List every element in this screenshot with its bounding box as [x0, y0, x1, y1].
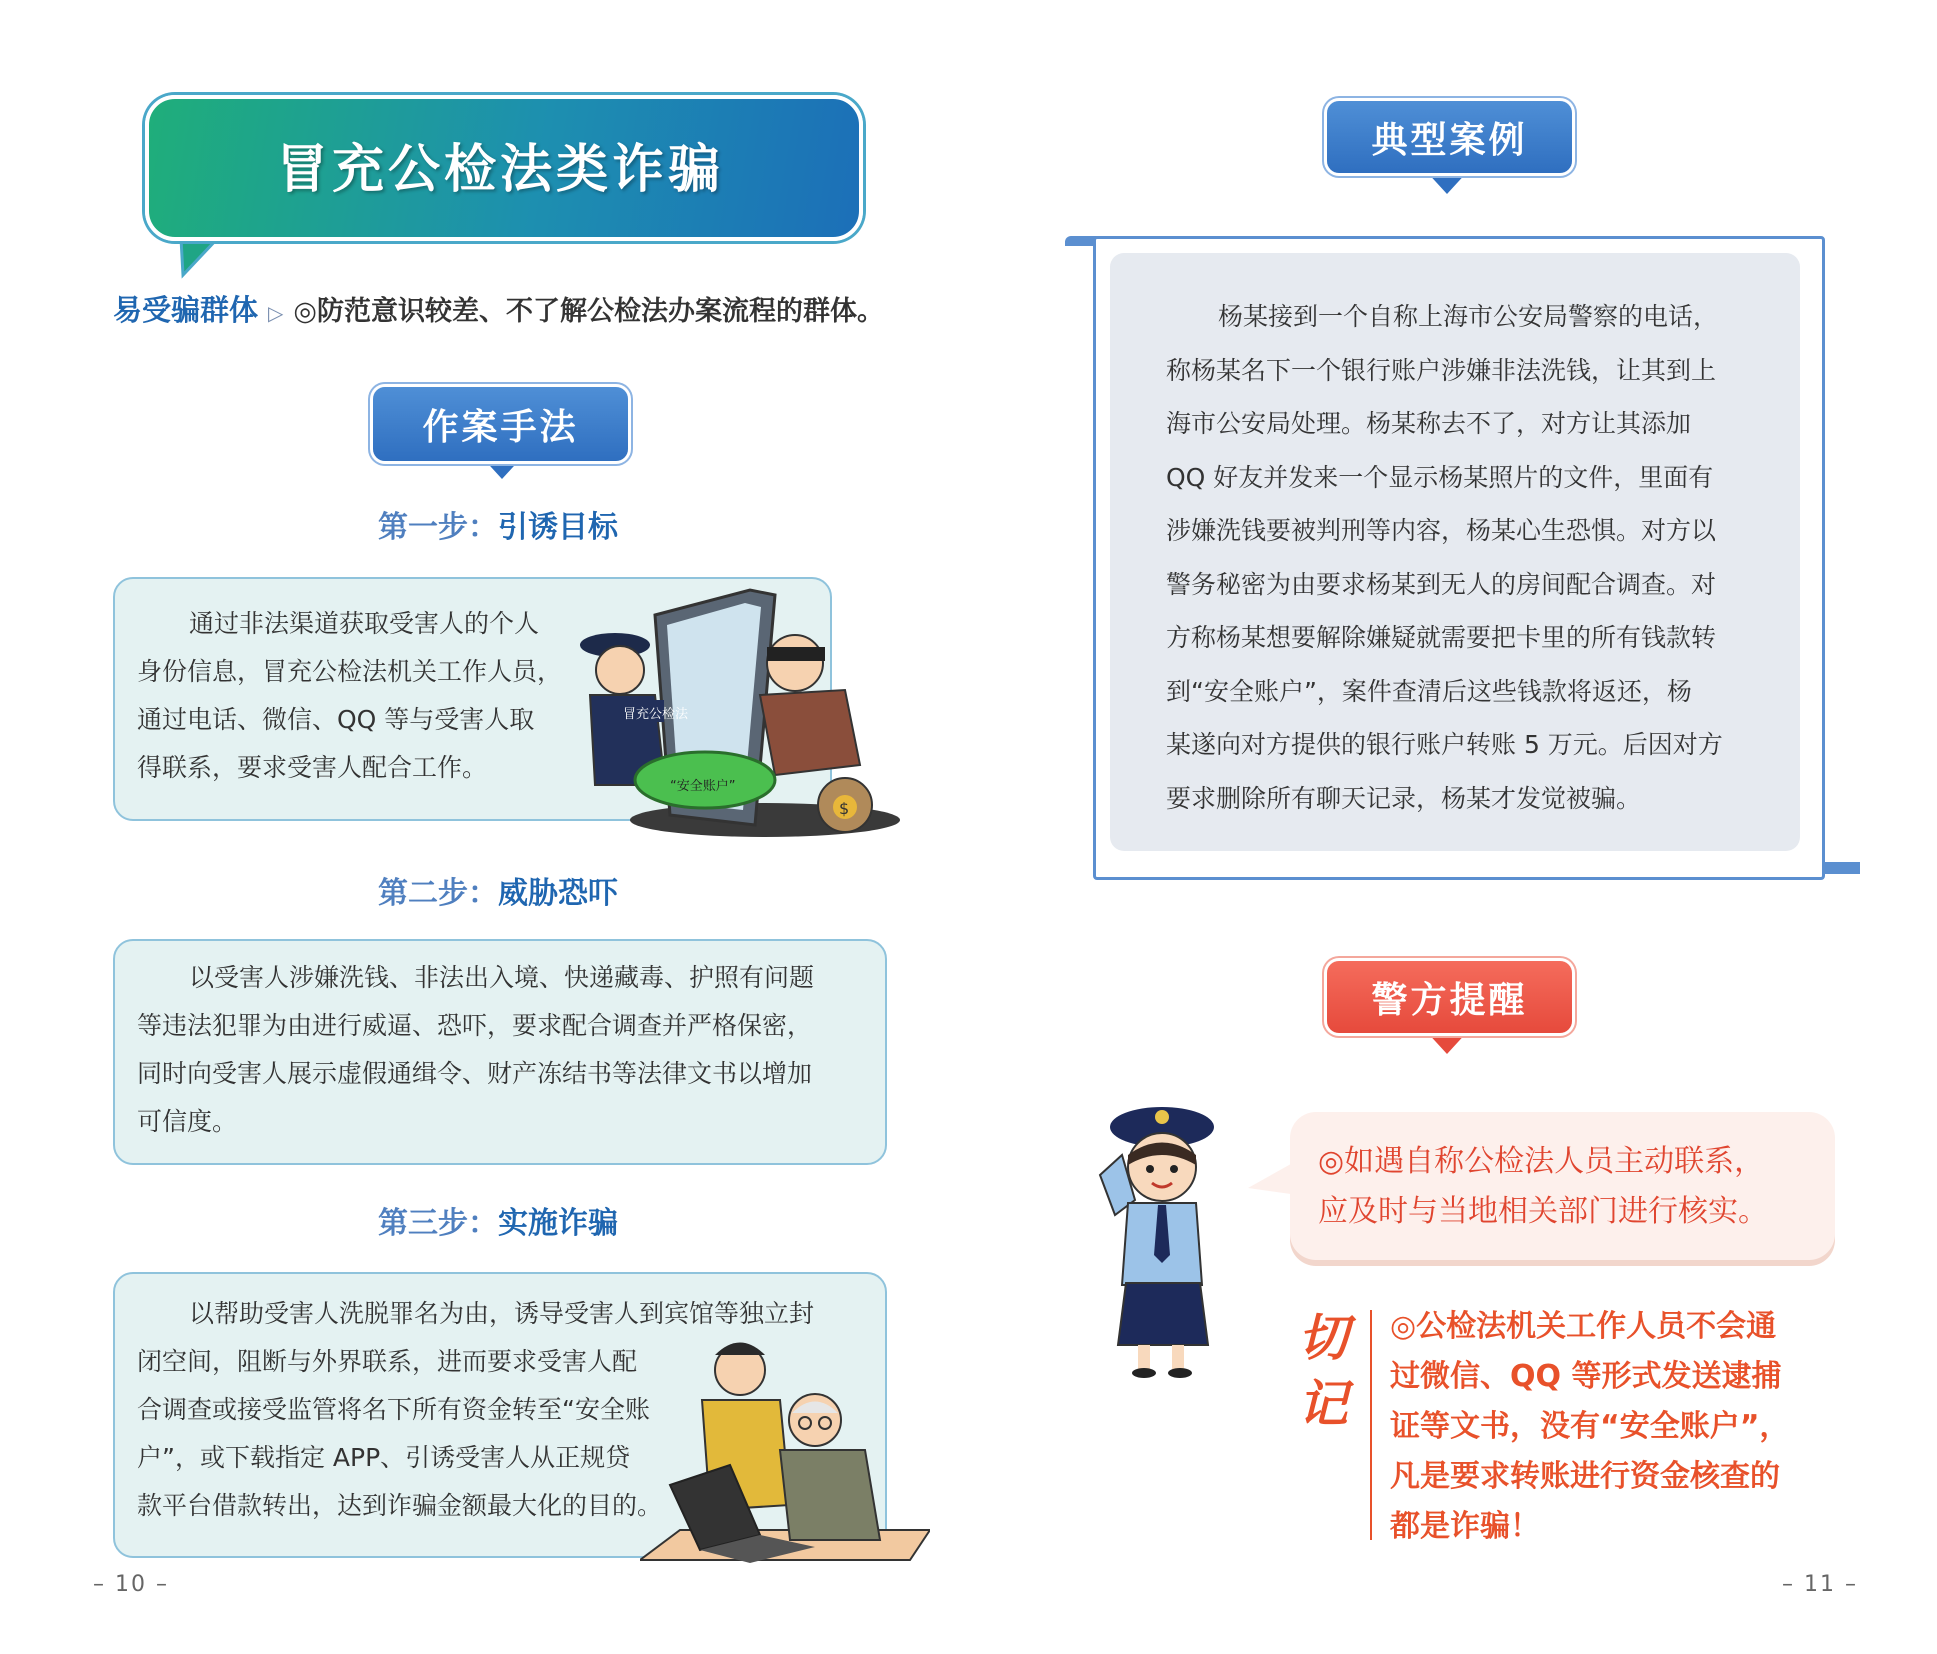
step1-line: 通过电话、微信、QQ 等与受害人取: [137, 705, 535, 734]
qieji-line: 凡是要求转账进行资金核查的: [1390, 1459, 1780, 1494]
case-line: 海市公安局处理。杨某称去不了，对方让其添加: [1166, 409, 1692, 438]
illustration-badge-text: 冒充公检法: [623, 707, 689, 722]
case-tag-pointer: [1425, 170, 1469, 196]
case-line: 杨某接到一个自称上海市公安局警察的电话，: [1218, 302, 1719, 331]
step2-line: 同时向受害人展示虚假通缉令、财产冻结书等法律文书以增加: [137, 1059, 813, 1088]
qieji-line: 都是诈骗！: [1390, 1509, 1540, 1544]
reminder-tag: 警方提醒: [1327, 961, 1572, 1033]
qieji-line: 证等文书，没有“安全账户”，: [1390, 1409, 1790, 1444]
policewoman-illustration: [1090, 1095, 1230, 1380]
step3-name: 实施诈骗: [498, 1206, 618, 1241]
case-frame-accent-bottom: [1820, 862, 1860, 874]
reminder-line: ◎如遇自称公检法人员主动联系，: [1318, 1144, 1765, 1179]
vulnerable-label: 易受骗群体: [113, 293, 259, 327]
case-line: 警务秘密为由要求杨某到无人的房间配合调查。对: [1166, 569, 1717, 599]
triangle-arrow-icon: ▷: [268, 301, 284, 325]
qieji-line: ◎公检法机关工作人员不会通: [1390, 1309, 1777, 1344]
methods-tag: 作案手法: [373, 387, 628, 461]
step2-line: 以受害人涉嫌洗钱、非法出入境、快递藏毒、护照有问题: [189, 963, 815, 992]
step1-line: 身份信息，冒充公检法机关工作人员，: [137, 657, 563, 686]
reminder-tag-pointer: [1425, 1030, 1469, 1056]
case-line: 要求删除所有聊天记录，杨某才发觉被骗。: [1166, 783, 1642, 813]
laptop-fraud-illustration: [640, 1325, 930, 1580]
vulnerable-group: [113, 288, 884, 329]
case-line: QQ 好友并发来一个显示杨某照片的文件，里面有: [1166, 462, 1714, 492]
step2-line: 等违法犯罪为由进行威逼、恐吓，要求配合调查并严格保密，: [137, 1011, 813, 1040]
step1-line: 得联系，要求受害人配合工作。: [137, 753, 488, 782]
case-text: [1166, 290, 1766, 825]
page-title: 冒充公检法类诈骗: [275, 138, 724, 200]
step2-text: [137, 954, 877, 1146]
vulnerable-text: ◎防范意识较差、不了解公检法办案流程的群体。: [293, 296, 884, 327]
step3-line: 以帮助受害人洗脱罪名为由，诱导受害人到宾馆等独立封: [189, 1299, 815, 1328]
case-line: 某遂向对方提供的银行账户转账 5 万元。后因对方: [1166, 730, 1723, 759]
reminder-line: 应及时与当地相关部门进行核实。: [1318, 1194, 1768, 1229]
step3-line: 款平台借款转出，达到诈骗金额最大化的目的。: [137, 1491, 663, 1520]
step3-line: 闭空间，阻断与外界联系，进而要求受害人配: [137, 1347, 638, 1376]
step2-heading: 第二步：威胁恐吓: [378, 876, 618, 911]
case-line: 方称杨某想要解除嫌疑就需要把卡里的所有钱款转: [1166, 623, 1717, 652]
step1-name: 引诱目标: [498, 510, 618, 545]
fraud-phone-illustration: [575, 585, 905, 840]
case-line: 涉嫌洗钱要被判刑等内容，杨某心生恐惧。对方以: [1166, 516, 1717, 545]
step1-line: 通过非法渠道获取受害人的个人: [189, 609, 540, 638]
illustration-account-text: “安全账户”: [670, 779, 736, 794]
case-line: 称杨某名下一个银行账户涉嫌非法洗钱，让其到上: [1166, 355, 1717, 385]
step2-name: 威胁恐吓: [498, 876, 618, 911]
left-page-number: – 10 –: [93, 1572, 169, 1597]
step3-line: 户”，或下载指定 APP、引诱受害人从正规贷: [137, 1443, 631, 1472]
step2-line: 可信度。: [137, 1107, 238, 1136]
step1-heading: 第一步：引诱目标: [378, 510, 618, 545]
right-page-number: – 11 –: [1782, 1572, 1858, 1597]
step3-heading: 第三步：实施诈骗: [378, 1206, 618, 1241]
qieji-text: [1390, 1302, 1830, 1552]
reminder-text: [1318, 1137, 1838, 1237]
step3-line: 合调查或接受监管将名下所有资金转至“安全账: [137, 1395, 650, 1424]
dollar-icon: $: [839, 799, 850, 818]
qieji-line: 过微信、QQ 等形式发送逮捕: [1390, 1359, 1782, 1394]
qieji-divider: [1370, 1310, 1372, 1540]
qieji-label: 切记: [1298, 1308, 1348, 1433]
case-tag: 典型案例: [1327, 101, 1572, 173]
case-line: 到“安全账户”，案件查清后这些钱款将返还，杨: [1166, 676, 1692, 706]
